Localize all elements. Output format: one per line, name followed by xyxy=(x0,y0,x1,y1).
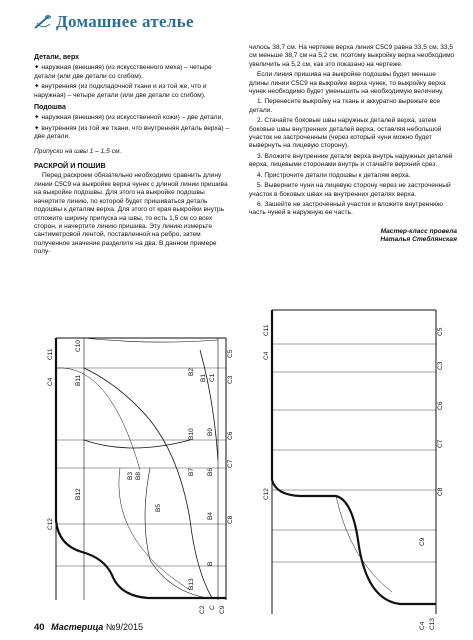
label-c: C xyxy=(209,605,216,610)
paragraph: Перед раскроем обязательно необходимо сравнить длину линии С5С9 на выкройке верха чунек с длиной линии пришива на выкройке подошвы. Для этого на выкройке подошвы начертите линию, по которой будет пришиваться деталь подошвы к деталям верха. Для этого от края выкройки внутрь отложите ширину припуска на швы, то есть 1,5 см со всех сторон, и начертите линию пришива. Эту линию измерьте сантиметровой лентой, поставленной на ребро, затем полученное значение разделите на два. В данном примере полу- xyxy=(34,172,228,256)
label-b10: B10 xyxy=(188,428,195,440)
label-c6: C6 xyxy=(437,401,444,410)
label-c10: C10 xyxy=(75,340,82,352)
heading-podoshva: Подошва xyxy=(34,104,66,112)
paragraph: ✦ внутренняя (из подкладочной ткани и из той же, что и наружная) – четыре детали (или две детали со сгибом). xyxy=(34,83,207,99)
label-c1: C1 xyxy=(209,373,216,382)
label-b13: B13 xyxy=(188,578,195,590)
label-c4: C4 xyxy=(47,377,54,386)
label-c8: C8 xyxy=(437,487,444,496)
label-c7: C7 xyxy=(227,459,234,468)
label-c13: C13 xyxy=(429,618,436,630)
label-b1: B1 xyxy=(200,374,207,382)
label-b12: B12 xyxy=(75,488,82,500)
label-c3: C3 xyxy=(437,361,444,370)
label-b2: B2 xyxy=(188,368,195,376)
label-b11: B11 xyxy=(75,374,82,386)
label-c9: C9 xyxy=(219,605,226,614)
step-6: 6. Зашейте не застроченный участок и вложите внутреннюю часть чуней в наружную ее часть. xyxy=(249,200,443,217)
author-line-2: Наталья Стеблянская xyxy=(380,236,457,244)
label-c12: C12 xyxy=(263,488,270,500)
label-b8: B8 xyxy=(135,472,142,480)
label-b6: B6 xyxy=(207,468,214,476)
label-c11: C11 xyxy=(47,348,54,360)
label-b7: B7 xyxy=(188,468,195,476)
label-b9: B9 xyxy=(207,428,214,436)
section-title: Домашнее ателье xyxy=(56,12,194,31)
label-b: B xyxy=(207,561,214,566)
label-c11: C11 xyxy=(263,324,270,336)
label-c4-bottom: C4 xyxy=(419,621,426,630)
label-b5: B5 xyxy=(155,504,162,512)
author-line-1: Мастер-класс провела xyxy=(380,227,457,235)
label-c9: C9 xyxy=(419,537,426,546)
label-c8: C8 xyxy=(227,515,234,524)
label-c6: C6 xyxy=(227,431,234,440)
label-c12: C12 xyxy=(47,518,54,530)
heading-cut: РАСКРОЙ И ПОШИВ xyxy=(34,161,106,171)
heading-verh: Детали, верх xyxy=(34,54,80,61)
label-c3: C3 xyxy=(227,375,234,384)
paragraph: Если линия пришива на выкройке подошвы будет меньше длины линии С5С9 на выкройке верха чунек, то выкройку верха чунек необходимо будет уменьшить на необходимую величину. xyxy=(249,71,446,96)
label-c5: C5 xyxy=(227,349,234,358)
paragraph: ✦ наружная (внешняя) (из искусственного меха) – четыре детали (или две детали со сгибом), xyxy=(34,64,212,80)
paragraph: чилось 38,7 см. На чертеже верха линия С5С9 равна 33,5 см. 33,5 см меньше 38,7 см на 5,2 см, поэтому выкройку верха необходимо увеличить на 5,2 см, как это показано на чертеже. xyxy=(249,44,455,68)
paragraph: ✦ наружная (внешняя) (из искусственной кожи) – две детали, xyxy=(34,114,224,122)
page-number: 40 xyxy=(34,622,45,633)
step-1: 1. Перенесите выкройку на ткань и аккуратно вырежьте все детали. xyxy=(249,98,441,114)
label-c4: C4 xyxy=(263,351,270,360)
label-c2: C2 xyxy=(199,605,206,614)
step-5: 5. Выверните чуни на лицевую сторону через не застроченный участок в боковых швах на внутренних деталях верха. xyxy=(249,182,451,198)
label-c7: C7 xyxy=(437,439,444,448)
step-4: 4. Пристрочите детали подошвы к деталям верха. xyxy=(257,171,411,179)
step-2: 2. Стачайте боковые швы наружных деталей верха, затем боковые швы внутренних деталей верха, оставляя небольшой участок не застроченным (через который чуни можно будет вывернуть на лицевую сторону). xyxy=(249,117,442,150)
allowance-note: Припуски на швы 1 – 1,5 см. xyxy=(34,147,122,155)
issue-number: №9/2015 xyxy=(105,622,143,632)
magazine-name: Мастерица xyxy=(51,622,104,632)
label-c5: C5 xyxy=(437,327,444,336)
page-footer xyxy=(34,622,143,633)
label-b4: B4 xyxy=(207,512,214,520)
paragraph: ✦ внутренняя (из той же ткани, что внутренняя деталь верха) – две детали. xyxy=(34,124,230,141)
label-b3: B3 xyxy=(127,472,134,480)
step-3: 3. Вложите внутренние детали верха внутрь наружных деталей верха, лицевыми сторонами внутрь и стачайте верхний срез. xyxy=(249,152,453,169)
